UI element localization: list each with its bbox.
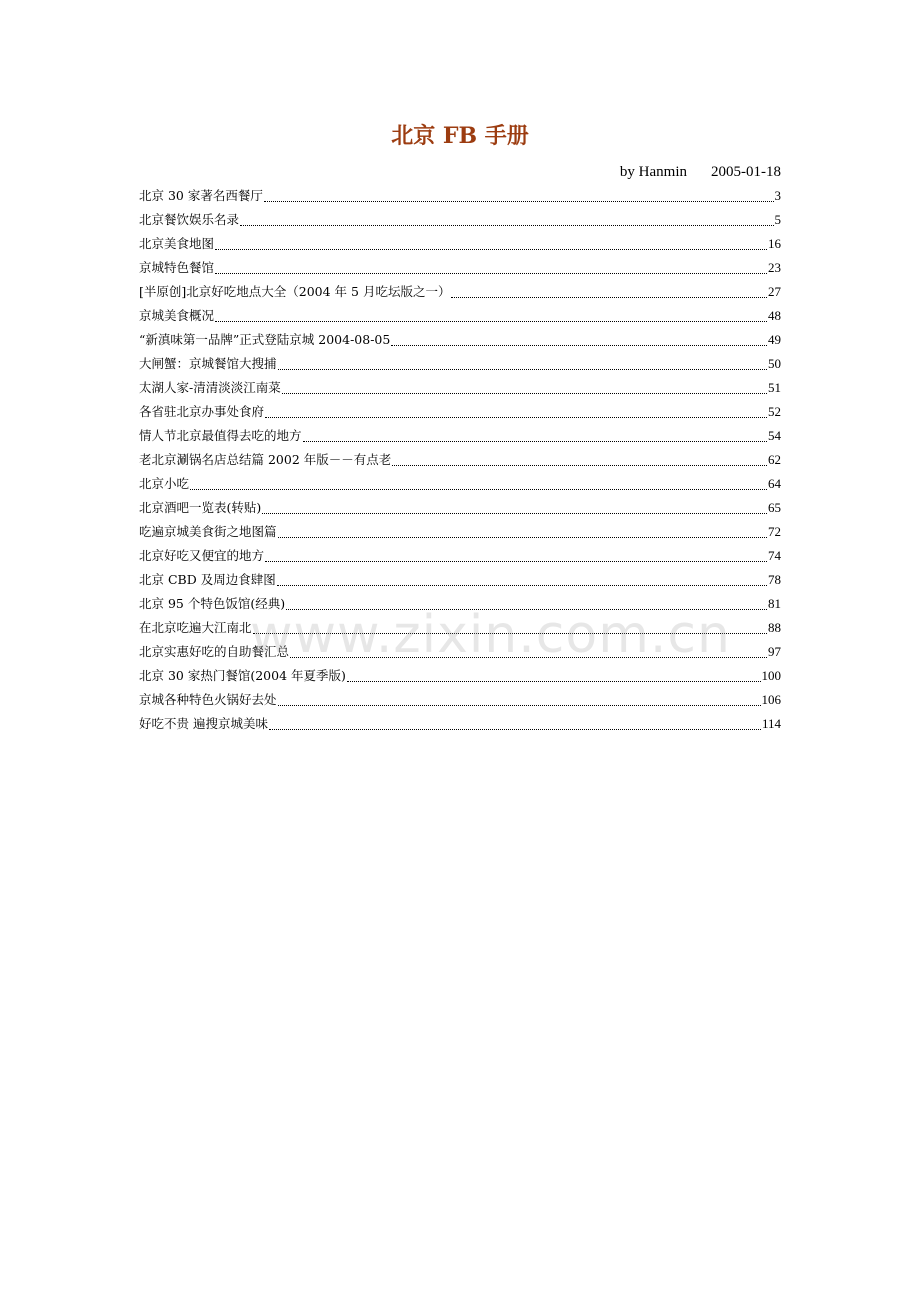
toc-entry-page: 81 (768, 596, 781, 611)
toc-leader-dots (262, 512, 767, 514)
toc-entry[interactable] (139, 232, 781, 256)
toc-entry-page: 5 (774, 212, 781, 227)
toc-leader-dots (290, 656, 767, 658)
byline (620, 162, 781, 182)
toc-entry[interactable] (139, 352, 781, 376)
document-date: 2005-01-18 (711, 164, 781, 180)
toc-leader-dots (392, 464, 767, 466)
toc-entry-label: 北京好吃又便宜的地方 (139, 548, 265, 563)
author: by Hanmin (619, 164, 687, 180)
toc-entry-label: 京城各种特色火锅好去处 (139, 692, 277, 707)
watermark: www.zixin.com.cn (250, 605, 731, 665)
toc-entry[interactable] (139, 304, 781, 328)
toc-leader-dots (278, 536, 767, 538)
toc-entry-page: 51 (768, 380, 781, 395)
toc-entry-label: 北京 30 家著名西餐厅 (139, 188, 263, 203)
toc-entry-label: 北京酒吧一览表(转贴) (139, 500, 262, 515)
toc-leader-dots (253, 632, 767, 634)
toc-entry[interactable] (139, 544, 781, 568)
toc-entry[interactable] (139, 256, 781, 280)
toc-entry-label: 北京 30 家热门餐馆(2004 年夏季版) (139, 668, 346, 683)
toc-entry-page: 88 (768, 620, 781, 635)
toc-entry-label: 太湖人家-清清淡淡江南菜 (139, 380, 281, 395)
toc-entry[interactable] (139, 376, 781, 400)
toc-entry-page: 72 (768, 524, 781, 539)
toc-entry-label: 老北京涮锅名店总结篇 2002 年版－－有点老 (139, 452, 392, 467)
toc-entry-label: 在北京吃遍大江南北 (139, 620, 252, 635)
toc-leader-dots (451, 296, 767, 298)
toc-entry[interactable] (139, 328, 781, 352)
toc-entry[interactable] (139, 640, 781, 664)
toc-entry-label: 京城美食概况 (139, 308, 215, 323)
toc-leader-dots (190, 488, 767, 490)
toc-entry[interactable] (139, 424, 781, 448)
toc-entry-label: 好吃不贵 遍搜京城美味 (139, 716, 268, 731)
toc-entry-label: 大闸蟹：京城餐馆大搜捕 (139, 356, 277, 371)
toc-entry-page: 64 (768, 476, 781, 491)
toc-entry-label: 北京美食地图 (139, 236, 215, 251)
toc-entry-label: 各省驻北京办事处食府 (139, 404, 265, 419)
toc-entry[interactable] (139, 496, 781, 520)
toc-entry[interactable] (139, 592, 781, 616)
toc-leader-dots (278, 704, 761, 706)
toc-entry-page: 27 (768, 284, 781, 299)
toc-entry[interactable] (139, 688, 781, 712)
document-title: 北京 FB 手册 (391, 123, 529, 149)
toc-entry-label: 北京实惠好吃的自助餐汇总 (139, 644, 290, 659)
toc-leader-dots (264, 200, 774, 202)
toc-entry-page: 97 (768, 644, 781, 659)
toc-entry-page: 100 (761, 668, 781, 683)
toc-entry-page: 78 (768, 572, 781, 587)
toc-entry-page: 106 (761, 692, 781, 707)
toc-leader-dots (215, 320, 767, 322)
toc-entry[interactable] (139, 568, 781, 592)
toc-entry[interactable] (139, 208, 781, 232)
toc-leader-dots (347, 680, 761, 682)
toc-entry[interactable] (139, 472, 781, 496)
toc-leader-dots (265, 560, 767, 562)
toc-leader-dots (286, 608, 767, 610)
toc-entry-label: 吃遍京城美食街之地图篇 (139, 524, 277, 539)
toc-entry-label: [半原创]北京好吃地点大全（2004 年 5 月吃坛版之一） (139, 284, 451, 299)
toc-entry-page: 52 (768, 404, 781, 419)
toc-leader-dots (303, 440, 767, 442)
toc-leader-dots (278, 368, 767, 370)
toc-entry-label: 情人节北京最值得去吃的地方 (139, 428, 302, 443)
toc-entry-label: 北京 CBD 及周边食肆图 (139, 572, 276, 587)
toc-leader-dots (215, 248, 767, 250)
toc-leader-dots (215, 272, 767, 274)
toc-leader-dots (277, 584, 767, 586)
toc-entry[interactable] (139, 616, 781, 640)
toc-leader-dots (240, 224, 773, 226)
toc-entry-page: 54 (768, 428, 781, 443)
table-of-contents (139, 184, 781, 736)
toc-entry-page: 49 (768, 332, 781, 347)
toc-leader-dots (391, 344, 767, 346)
toc-entry-label: “新滇味第一品牌”正式登陆京城 2004-08-05 (139, 332, 391, 347)
toc-entry[interactable] (139, 400, 781, 424)
toc-entry-page: 3 (774, 188, 781, 203)
toc-leader-dots (265, 416, 767, 418)
toc-entry-page: 62 (768, 452, 781, 467)
toc-entry-page: 65 (768, 500, 781, 515)
toc-entry-page: 23 (768, 260, 781, 275)
toc-entry[interactable] (139, 184, 781, 208)
toc-entry[interactable] (139, 520, 781, 544)
toc-entry-page: 114 (761, 716, 781, 731)
toc-entry-page: 48 (768, 308, 781, 323)
toc-entry-page: 74 (768, 548, 781, 563)
toc-entry-page: 16 (768, 236, 781, 251)
toc-entry-label: 北京餐饮娱乐名录 (139, 212, 240, 227)
toc-entry-label: 北京 95 个特色饭馆(经典) (139, 596, 286, 611)
toc-entry[interactable] (139, 712, 781, 736)
toc-entry[interactable] (139, 664, 781, 688)
toc-leader-dots (269, 728, 761, 730)
toc-entry[interactable] (139, 280, 781, 304)
toc-entry-label: 京城特色餐馆 (139, 260, 215, 275)
toc-leader-dots (282, 392, 767, 394)
toc-entry-page: 50 (768, 356, 781, 371)
toc-entry[interactable] (139, 448, 781, 472)
toc-entry-label: 北京小吃 (139, 476, 190, 491)
